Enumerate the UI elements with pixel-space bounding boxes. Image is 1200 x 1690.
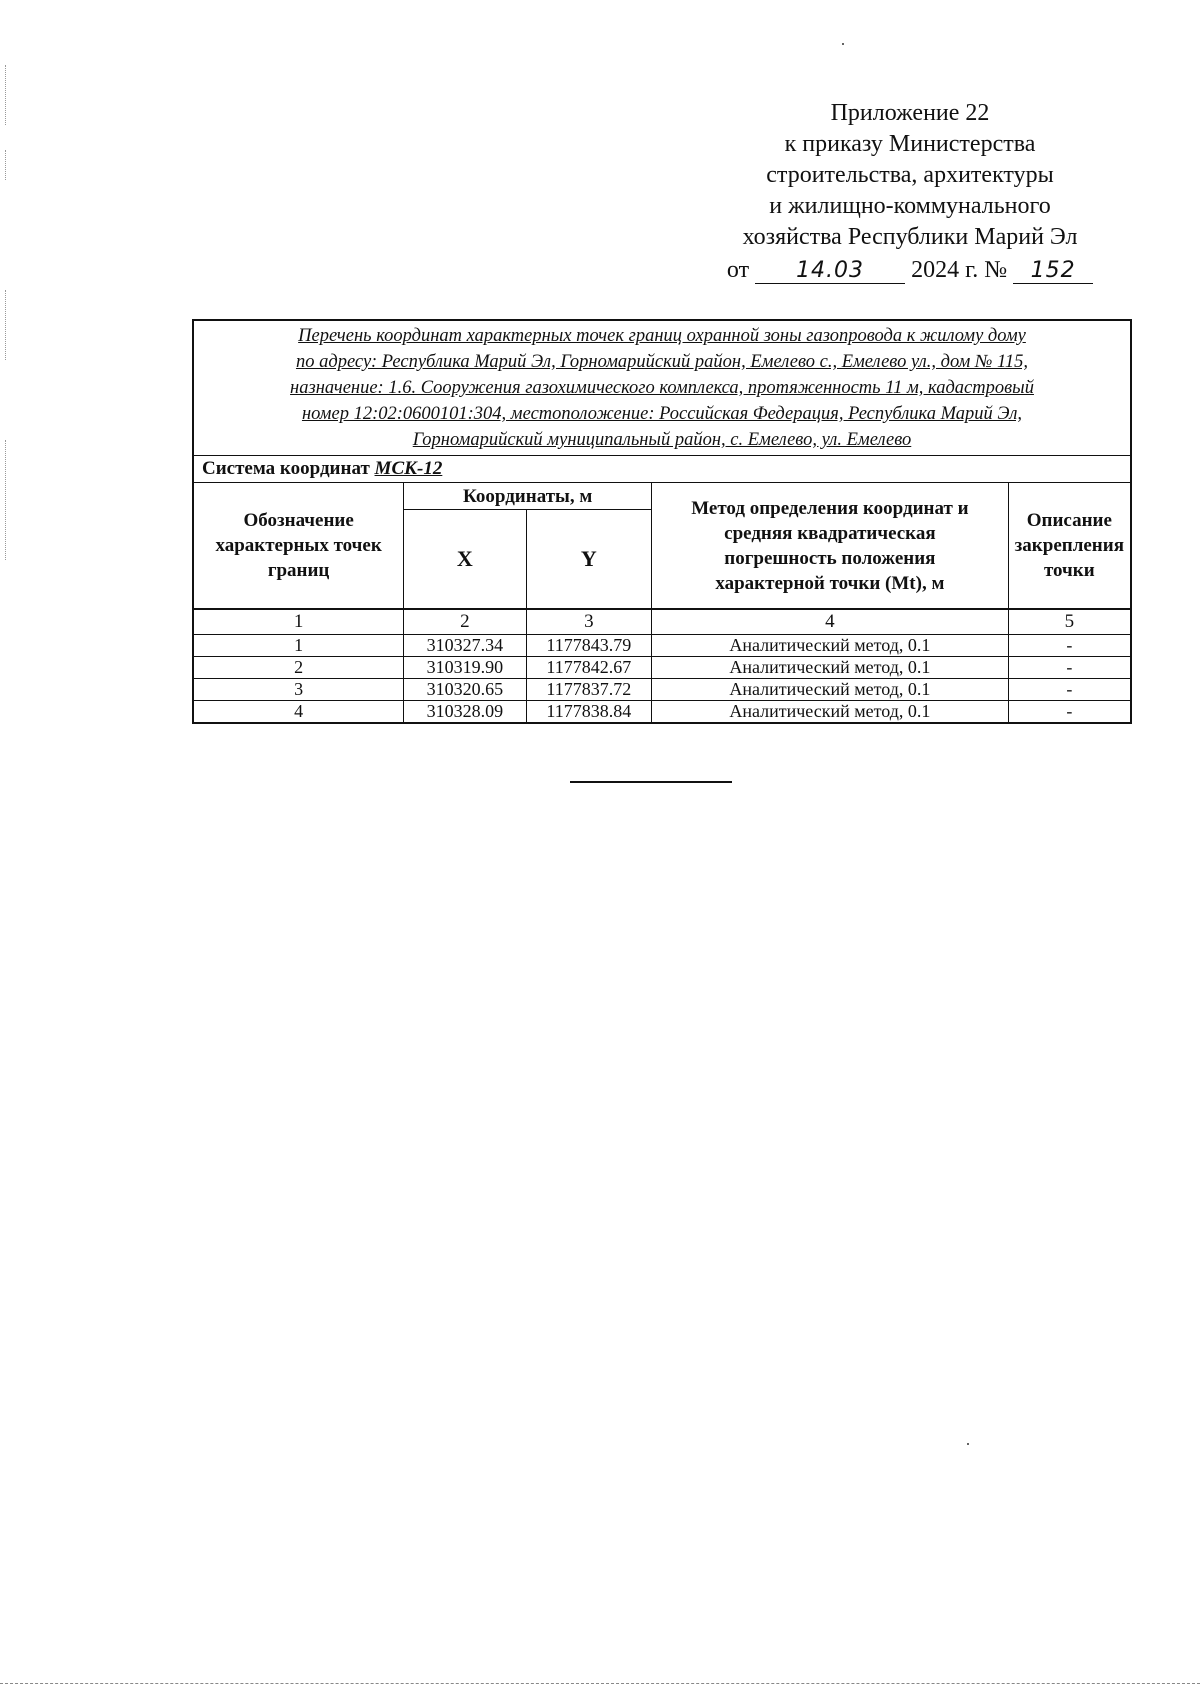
header-line: к приказу Министерства <box>784 131 1036 157</box>
coord-y: 1177838.84 <box>526 701 652 724</box>
coord-x: 310327.34 <box>404 635 526 657</box>
table-row <box>193 679 1131 701</box>
scan-edge-mark <box>5 440 6 560</box>
method: Аналитический метод, 0.1 <box>652 635 1009 657</box>
column-number: 5 <box>1008 609 1131 635</box>
fixing-description: - <box>1008 679 1131 701</box>
header-line: и жилищно-коммунального <box>769 193 1051 219</box>
order-date-handwritten: 14.03 <box>755 259 905 284</box>
order-year: 2024 г. № <box>911 257 1008 283</box>
header-method: Метод определения координат и средняя квадратическая погрешность положения характерной точки (Mt), м <box>652 483 1009 610</box>
header-line: Приложение 22 <box>830 100 990 126</box>
header-line: хозяйства Республики Марий Эл <box>742 224 1078 250</box>
scan-speck <box>842 43 844 45</box>
point-id: 2 <box>193 657 404 679</box>
method: Аналитический метод, 0.1 <box>652 657 1009 679</box>
header-y: Y <box>526 510 652 610</box>
coord-y: 1177842.67 <box>526 657 652 679</box>
caption-line: номер 12:02:0600101:304, местоположение: Российская Федерация, Республика Марий Эл, <box>301 404 1023 424</box>
caption-line: Перечень координат характерных точек границ охранной зоны газопровода к жилому дому <box>298 326 1026 346</box>
table-caption <box>193 320 1131 456</box>
point-id: 1 <box>193 635 404 657</box>
table-row <box>193 635 1131 657</box>
coordinates-table <box>192 319 1132 724</box>
coordinate-system-row <box>193 456 1131 483</box>
point-id: 3 <box>193 679 404 701</box>
scan-edge-mark <box>5 65 6 125</box>
header-coords: Координаты, м <box>404 483 652 510</box>
fixing-description: - <box>1008 701 1131 724</box>
appendix-header <box>690 98 1130 286</box>
coord-x: 310328.09 <box>404 701 526 724</box>
table-row <box>193 701 1131 724</box>
column-number: 4 <box>652 609 1009 635</box>
column-number: 2 <box>404 609 526 635</box>
end-of-document-rule <box>570 781 732 783</box>
column-number: 3 <box>526 609 652 635</box>
coord-x: 310320.65 <box>404 679 526 701</box>
table-row <box>193 657 1131 679</box>
coord-y: 1177837.72 <box>526 679 652 701</box>
order-prefix: от <box>726 257 750 283</box>
column-number: 1 <box>193 609 404 635</box>
caption-line: по адресу: Республика Марий Эл, Горномарийский район, Емелево с., Емелево ул., дом № 115, <box>295 352 1029 372</box>
fixing-description: - <box>1008 657 1131 679</box>
method: Аналитический метод, 0.1 <box>652 701 1009 724</box>
point-id: 4 <box>193 701 404 724</box>
header-line: строительства, архитектуры <box>766 162 1054 188</box>
header-points: Обозначение характерных точек границ <box>193 483 404 610</box>
coord-x: 310319.90 <box>404 657 526 679</box>
header-description: Описание закрепления точки <box>1008 483 1131 610</box>
scan-edge-mark <box>5 290 6 360</box>
scan-edge-mark <box>5 150 6 180</box>
order-date-line <box>690 255 1130 286</box>
caption-line: Горномарийский муниципальный район, с. Емелево, ул. Емелево <box>412 430 912 450</box>
order-number-handwritten: 152 <box>1013 259 1093 284</box>
caption-line: назначение: 1.6. Сооружения газохимического комплекса, протяженность 11 м, кадастровый <box>290 378 1034 398</box>
scan-bottom-edge <box>0 1683 1200 1684</box>
coordinate-system-name: МСК-12 <box>374 458 443 479</box>
fixing-description: - <box>1008 635 1131 657</box>
scan-speck <box>967 1443 969 1445</box>
coord-y: 1177843.79 <box>526 635 652 657</box>
method: Аналитический метод, 0.1 <box>652 679 1009 701</box>
header-x: X <box>404 510 526 610</box>
coordinate-system-label: Система координат <box>202 458 370 479</box>
